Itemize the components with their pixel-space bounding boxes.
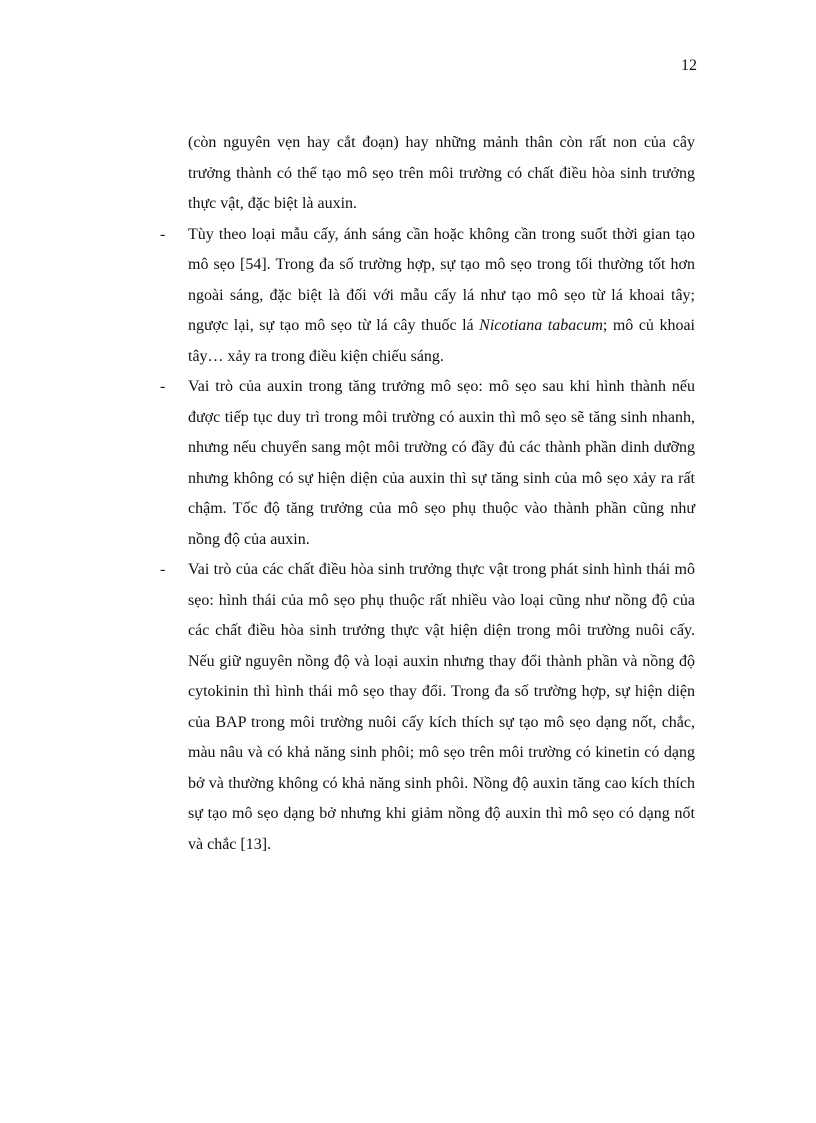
bullet-item-auxin-growth [160, 372, 695, 555]
bullet-dash: - [160, 561, 166, 578]
bullet-text-part: ; mô củ khoai tây… xảy ra trong điều kiện chiếu sáng. [188, 317, 695, 365]
document-body [160, 128, 695, 860]
species-name: Nicotiana tabacum [479, 317, 603, 334]
bullet-text-part: Tùy theo loại mẫu cấy, ánh sáng cần hoặc không cần trong suốt thời gian tạo mô sẹo [54]. Trong đa số trường hợp, sự tạo mô sẹo trong tối thường tốt hơn ngoài sáng, đặc biệt là đối với mẫu cấy lá như tạo mô sẹo từ lá khoai tây; ngược lại, sự tạo mô sẹo từ lá cây thuốc lá [188, 225, 695, 334]
bullet-dash: - [160, 378, 166, 395]
page-number: 12 [681, 57, 697, 74]
bullet-item-morphology [160, 555, 695, 860]
intro-paragraph: (còn nguyên vẹn hay cắt đoạn) hay những mảnh thân còn rất non của cây trưởng thành có thể tạo mô sẹo trên môi trường có chất điều hòa sinh trưởng thực vật, đặc biệt là auxin. [188, 134, 695, 212]
bullet-item-light [160, 220, 695, 373]
bullet-text: Vai trò của auxin trong tăng trưởng mô sẹo: mô sẹo sau khi hình thành nếu được tiếp tục duy trì trong môi trường có auxin thì mô sẹo sẽ tăng sinh nhanh, nhưng nếu chuyển sang một môi trường có đầy đủ các thành phần dinh dưỡng nhưng không có sự hiện diện của auxin thì sự tăng sinh của mô sẹo xảy ra rất chậm. Tốc độ tăng trưởng của mô sẹo phụ thuộc vào thành phần cũng như nồng độ của auxin. [188, 378, 695, 548]
bullet-text: Vai trò của các chất điều hòa sinh trưởng thực vật trong phát sinh hình thái mô sẹo: hình thái của mô sẹo phụ thuộc rất nhiều vào loại cũng như nồng độ của các chất điều hòa sinh trưởng thực vật hiện diện trong môi trường nuôi cấy. Nếu giữ nguyên nồng độ và loại auxin nhưng thay đổi thành phần và nồng độ cytokinin thì hình thái mô sẹo thay đổi. Trong đa số trường hợp, sự hiện diện của BAP trong môi trường nuôi cấy kích thích sự tạo mô sẹo dạng nốt, chắc, màu nâu và có khả năng sinh phôi; mô sẹo trên môi trường có kinetin có dạng bở và thường không có khả năng sinh phôi. Nồng độ auxin tăng cao kích thích sự tạo mô sẹo dạng bở nhưng khi giảm nồng độ auxin thì mô sẹo có dạng nốt và chắc [13]. [188, 561, 695, 853]
bullet-dash: - [160, 225, 166, 243]
